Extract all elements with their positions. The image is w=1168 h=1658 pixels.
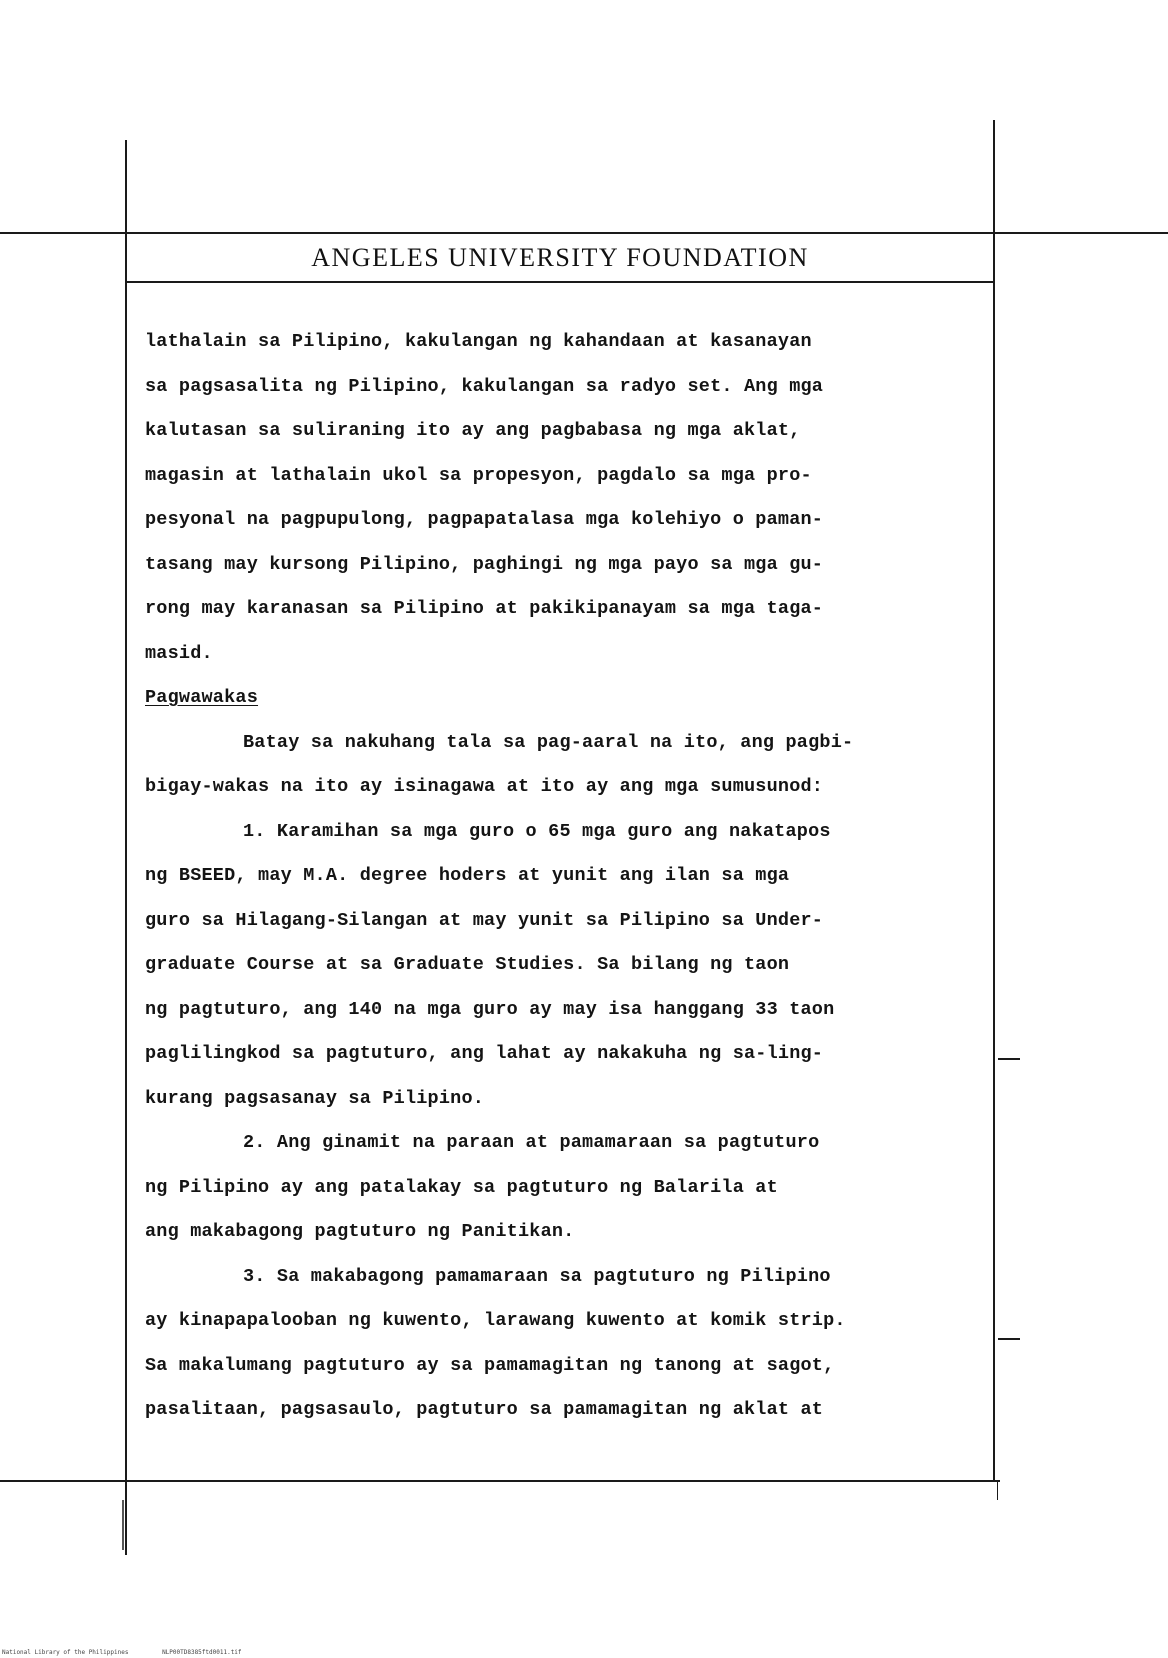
section-heading: Pagwawakas — [145, 687, 259, 708]
text-line: magasin at lathalain ukol sa propesyon, pagdalo sa mga pro- — [145, 464, 812, 486]
margin-tick-mark — [998, 1338, 1020, 1340]
scan-footer — [2, 1649, 272, 1656]
text-line: graduate Course at sa Graduate Studies. Sa bilang ng taon — [145, 954, 790, 975]
text-line: lathalain sa Pilipino, kakulangan ng kahandaan at kasanayan — [145, 331, 812, 352]
bottom-rule — [0, 1480, 1000, 1482]
text-line: rong may karanasan sa Pilipino at pakikipanayam sa mga taga- — [145, 598, 824, 619]
text-line: ang makabagong pagtuturo ng Panitikan. — [145, 1221, 575, 1242]
right-margin-rule-extension — [997, 1480, 998, 1500]
text-line: sa pagsasalita ng Pilipino, kakulangan sa radyo set. Ang mga — [145, 375, 824, 397]
text-line: 1. Karamihan sa mga guro o 65 mga guro ang nakatapos — [243, 820, 831, 842]
text-line: bigay-wakas na ito ay isinagawa at ito ay ang mga sumusunod: — [145, 776, 824, 797]
body-text — [145, 320, 995, 1433]
text-line: ay kinapapalooban ng kuwento, larawang kuwento at komik strip. — [145, 1310, 846, 1331]
text-line: ng pagtuturo, ang 140 na mga guro ay may isa hanggang 33 taon — [145, 998, 835, 1020]
text-line: ng BSEED, may M.A. degree hoders at yunit ang ilan sa mga — [145, 865, 790, 886]
file-name: NLP00TD8385ftd0011.tif — [162, 1649, 242, 1656]
institution-header: ANGELES UNIVERSITY FOUNDATION — [311, 243, 809, 272]
text-line: paglilingkod sa pagtuturo, ang lahat ay nakakuha ng sa-ling- — [145, 1043, 824, 1064]
text-line: tasang may kursong Pilipino, paghingi ng mga payo sa mga gu- — [145, 553, 824, 575]
text-line: 2. Ang ginamit na paraan at pamamaraan sa pagtuturo — [243, 1132, 820, 1153]
top-rule — [0, 232, 1168, 234]
left-margin-rule — [125, 140, 127, 1555]
text-line: ng Pilipino ay ang patalakay sa pagtuturo ng Balarila at — [145, 1176, 778, 1198]
text-line: Sa makalumang pagtuturo ay sa pamamagitan ng tanong at sagot, — [145, 1354, 835, 1376]
text-line: masid. — [145, 642, 213, 664]
text-line: 3. Sa makabagong pamamaraan sa pagtuturo ng Pilipino — [243, 1265, 831, 1287]
text-line: guro sa Hilagang-Silangan at may yunit sa Pilipino sa Under- — [145, 909, 824, 931]
text-line: kalutasan sa suliraning ito ay ang pagbabasa ng mga aklat, — [145, 420, 801, 441]
margin-tick-mark — [998, 1058, 1020, 1060]
text-line: pesyonal na pagpupulong, pagpapatalasa mga kolehiyo o paman- — [145, 509, 824, 530]
scan-artifact-mark — [122, 1500, 124, 1550]
text-line: Batay sa nakuhang tala sa pag-aaral na ito, ang pagbi- — [243, 731, 854, 753]
library-credit: National Library of the Philippines — [2, 1649, 129, 1656]
text-line: pasalitaan, pagsasaulo, pagtuturo sa pamamagitan ng aklat at — [145, 1399, 824, 1420]
header-underline-rule — [125, 281, 995, 283]
text-line: kurang pagsasanay sa Pilipino. — [145, 1087, 485, 1109]
